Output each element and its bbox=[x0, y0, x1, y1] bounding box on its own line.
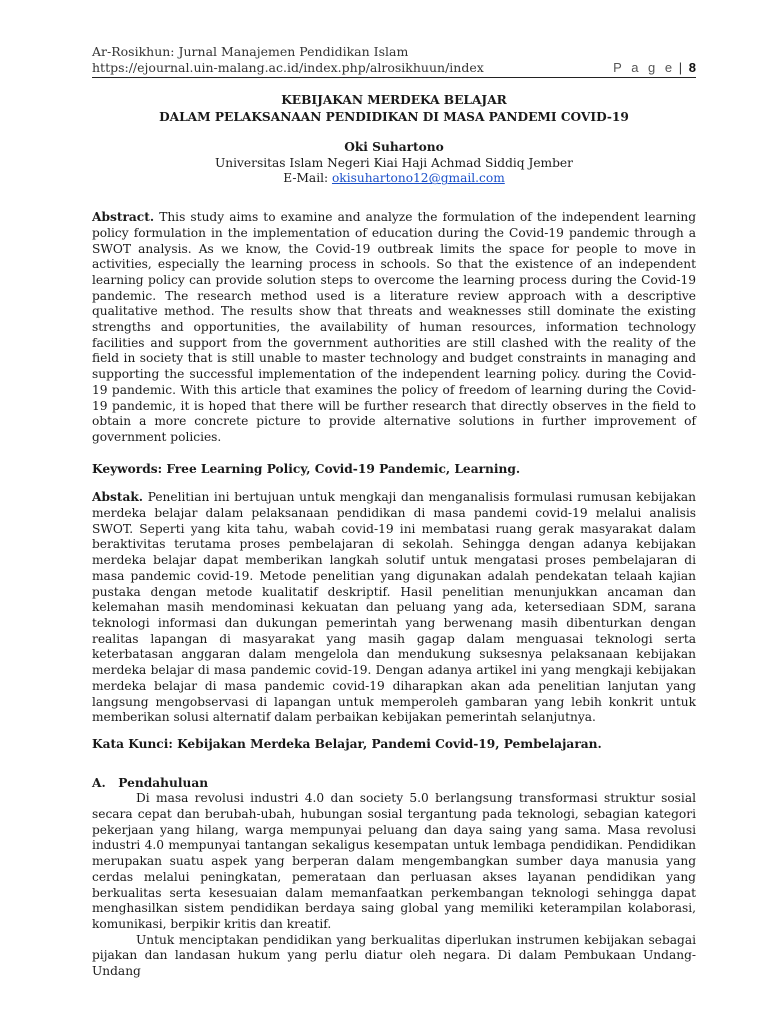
intro-paragraph-1: Di masa revolusi industri 4.0 dan society 5.0 berlangsung transformasi struktur sosial secara cepat dan berubah-ubah, hubungan sosial tergantung pada teknologi, sebagian kategori pekerjaan yang hilang, warga mempunyai peluang dan daya saing yang sama. Masa revolusi industri 4.0 mempunyai tantangan sekaligus kesempatan untuk lembaga pendidikan. Pendidikan merupakan suatu aspek yang berperan dalam mengembangkan sumber daya manusia yang cerdas melalui peningkatan, pemerataan dan perluasan akses layanan pendidikan yang berkualitas serta kesesuaian dalam memanfaatkan perkembangan teknologi sehingga dapat menghasilkan sistem pendidikan berdaya saing global yang memiliki keterampilan kolaborasi, komunikasi, berpikir kritis dan kreatif. bbox=[92, 791, 696, 931]
email-label: E-Mail: bbox=[283, 171, 329, 186]
abstak-text: Penelitian ini bertujuan untuk mengkaji dan menganalisis formulasi rumusan kebijakan merdeka belajar dalam pelaksanaan pendidikan di masa pandemi covid-19 melalui analisis SWOT. Seperti yang kita tahu, wabah covid-19 ini membatasi ruang gerak masyarakat dalam beraktivitas terutama proses pembelajaran di sekolah. Sehingga dengan adanya kebijakan merdeka belajar dapat memberikan langkah solutif untuk mengatasi proses pembelajaran di masa pandemic covid-19. Metode penelitian yang digunakan adalah pendekatan telaah kajian pustaka dengan metode kualitatif deskriptif. Hasil penelitian menunjukkan ancaman dan kelemahan masih mendominasi kekuatan dan peluang yang ada, ketersediaan SDM, sarana teknologi informasi dan dukungan pemerintah yang berwenang masih dibenturkan dengan realitas lapangan di masyarakat yang masih gagap dalam menguasai teknologi serta keterbatasan anggaran dalam mengelola dan mendukung suksesnya pelaksanaan kebijakan merdeka belajar di masa pandemic covid-19. Dengan adanya artikel ini yang mengkaji kebijakan merdeka belajar di masa pandemic covid-19 diharapkan akan ada penelitian lanjutan yang langsung mengobservasi di lapangan untuk memperoleh gambaran yang lebih konkrit untuk memberikan solusi alternatif dalam perbaikan kebijakan pemerintah selanjutnya. bbox=[92, 490, 697, 725]
keywords-indonesian: Kata Kunci: Kebijakan Merdeka Belajar, Pandemi Covid-19, Pembelajaran. bbox=[92, 736, 602, 751]
page-indicator bbox=[613, 59, 696, 76]
paper-body bbox=[92, 92, 696, 980]
running-header bbox=[92, 44, 696, 78]
abstract-label: Abstract. bbox=[92, 210, 155, 225]
page-label: P a g e bbox=[613, 60, 676, 75]
section-number: A. bbox=[92, 775, 106, 790]
title-line-1: KEBIJAKAN MERDEKA BELAJAR bbox=[281, 93, 507, 107]
author-block bbox=[92, 140, 696, 187]
abstract-english bbox=[92, 210, 696, 446]
abstak-label: Abstak. bbox=[92, 490, 144, 505]
section-heading bbox=[92, 776, 696, 792]
journal-url[interactable]: https://ejournal.uin-malang.ac.id/index.php/alrosikhuun/index bbox=[92, 60, 484, 75]
keywords-english: Keywords: Free Learning Policy, Covid-19 Pandemic, Learning. bbox=[92, 461, 521, 476]
page-number: 8 bbox=[688, 60, 696, 75]
header-url-row bbox=[92, 59, 696, 78]
page-separator: | bbox=[678, 60, 683, 75]
author-affiliation: Universitas Islam Negeri Kiai Haji Achmad Siddiq Jember bbox=[215, 155, 573, 170]
title-line-2: DALAM PELAKSANAAN PENDIDIKAN DI MASA PANDEMI COVID-19 bbox=[159, 110, 629, 124]
section-title: Pendahuluan bbox=[118, 775, 209, 790]
author-email bbox=[92, 171, 696, 187]
paper-title bbox=[92, 92, 696, 126]
journal-name: Ar-Rosikhun: Jurnal Manajemen Pendidikan Islam bbox=[92, 44, 409, 59]
intro-paragraph-2: Untuk menciptakan pendidikan yang berkualitas diperlukan instrumen kebijakan sebagai pijakan dan landasan hukum yang perlu diatur oleh negara. Di dalam Pembukaan Undang-Undang bbox=[92, 932, 696, 979]
abstract-text: This study aims to examine and analyze the formulation of the independent learning policy formulation in the implementation of education during the Covid-19 pandemic through a SWOT analysis. As we know, the Covid-19 outbreak limits the space for people to move in activities, especially the learning process in schools. So that the existence of an independent learning policy can provide solution steps to overcome the learning process during the Covid-19 pandemic. The research method used is a literature review approach with a descriptive qualitative method. The results show that threats and weaknesses still dominate the existing strengths and opportunities, the availability of human resources, information technology facilities and support from the government authorities are still clashed with the reality of the field in society that is still unable to master technology and budget constraints in managing and supporting the successful implementation of the independent learning policy. during the Covid-19 pandemic. With this article that examines the policy of freedom of learning during the Covid-19 pandemic, it is hoped that there will be further research that directly observes in the field to obtain a more concrete picture to provide alternative solutions in further improvement of government policies. bbox=[92, 210, 696, 444]
author-name: Oki Suhartono bbox=[344, 140, 444, 154]
email-link[interactable]: okisuhartono12@gmail.com bbox=[331, 171, 505, 186]
abstract-indonesian bbox=[92, 490, 696, 726]
